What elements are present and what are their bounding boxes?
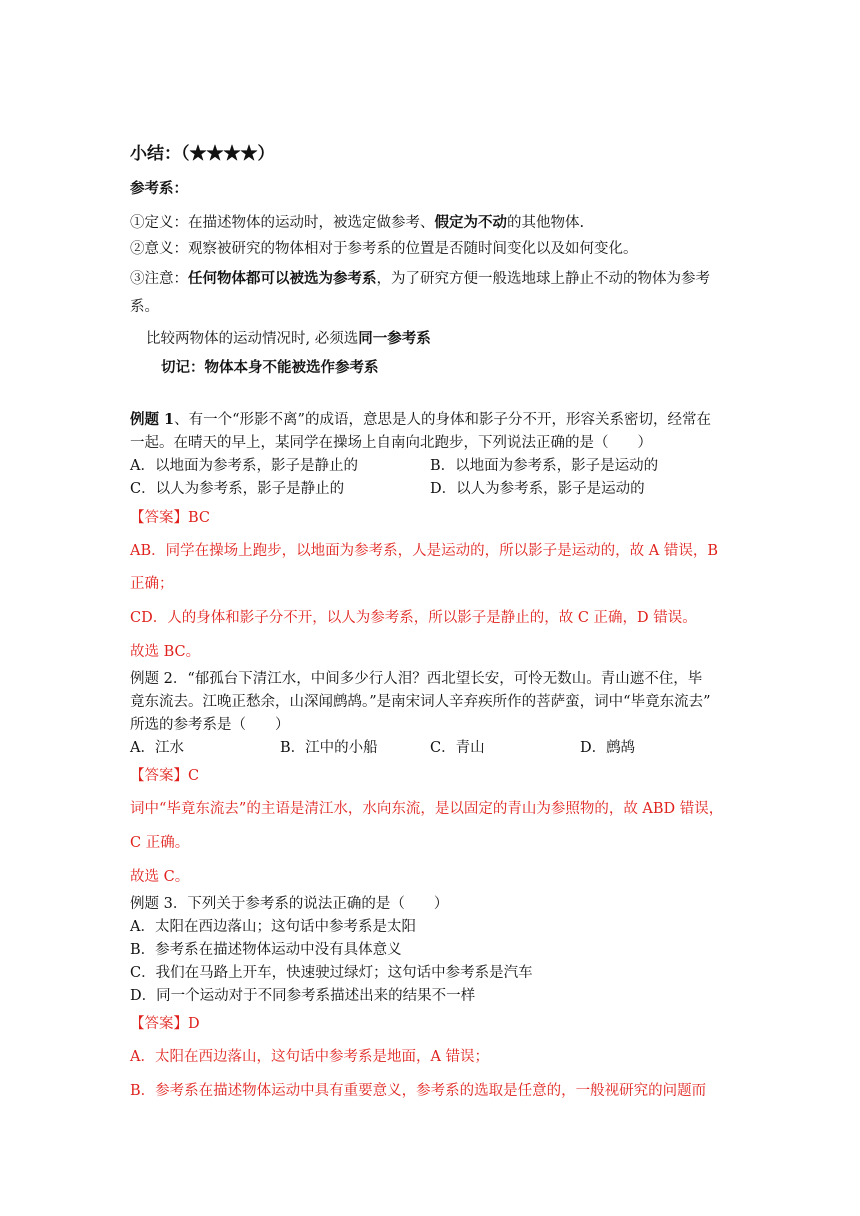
definition-text: ①定义：在描述物体的运动时，被选定做参考、	[130, 215, 435, 231]
ex2-question-line3: 所选的参考系是（ ）	[130, 717, 290, 733]
ex3-question: 例题 3．下列关于参考系的说法正确的是（ ）	[130, 896, 449, 912]
note-line	[130, 270, 710, 288]
ex2-question-line1: 例题 2．“郁孤台下清江水，中间多少行人泪？西北望长安，可怜无数山。青山遮不住，毕	[130, 671, 703, 687]
note-text: ，为了研究方便一般选地球上静止不动的物体为参考	[376, 271, 710, 287]
ex2-question-line2: 竟东流去。江晚正愁余，山深闻鹧鸪。”是南宋词人辛弃疾所作的菩萨蛮，词中“毕竟东流去”	[130, 694, 711, 710]
ex1-option-c: C．以人为参考系，影子是静止的	[130, 481, 345, 497]
ex1-option-a: A．以地面为参考系，影子是静止的	[130, 458, 358, 474]
ex2-option-b: B．江中的小船	[280, 740, 378, 756]
ex3-option-a: A．太阳在西边落山；这句话中参考系是太阳	[130, 919, 416, 935]
compare-line	[146, 330, 431, 348]
ex3-option-d: D．同一个运动对于不同参考系描述出来的结果不一样	[130, 988, 476, 1004]
note-label: ③注意：	[130, 271, 188, 287]
ex2-explanation: 词中“毕竟东流去”的主语是清江水，水向东流，是以固定的青山为参照物的，故 ABD 错误，	[130, 801, 724, 817]
ex1-answer: 【答案】BC	[130, 510, 211, 526]
ex2-option-a: A．江水	[130, 740, 184, 756]
ex2-answer: 【答案】C	[130, 768, 200, 784]
definition-line	[130, 214, 584, 232]
ex1-option-d: D．以人为参考系，影子是运动的	[430, 481, 645, 497]
ex1-question-line1	[130, 411, 711, 429]
ex1-question-text: 、有一个“形影不离”的成语，意思是人的身体和影子分不开，形容关系密切，经常在	[174, 412, 711, 428]
ex1-explanation-ab-cont: 正确；	[130, 576, 174, 592]
ex2-choose: 故选 C。	[130, 869, 190, 885]
note-emphasis: 任何物体都可以被选为参考系	[188, 270, 377, 287]
definition-emphasis: 假定为不动	[434, 214, 507, 231]
compare-emphasis: 同一参考系	[358, 330, 431, 347]
ex2-option-d: D．鹧鸪	[580, 740, 636, 756]
note-line-cont: 系。	[130, 299, 159, 315]
ex3-explanation-b: B．参考系在描述物体运动中具有重要意义，参考系的选取是任意的，一般视研究的问题而	[130, 1083, 707, 1099]
ex2-option-c: C．青山	[430, 740, 485, 756]
definition-end: 的其他物体.	[507, 215, 585, 231]
ex1-explanation-ab: AB．同学在操场上跑步，以地面为参考系，人是运动的，所以影子是运动的，故 A 错误，B	[130, 543, 718, 559]
ex3-option-b: B．参考系在描述物体运动中没有具体意义	[130, 942, 402, 958]
ex3-option-c: C．我们在马路上开车，快速驶过绿灯；这句话中参考系是汽车	[130, 965, 533, 981]
ex1-explanation-cd: CD．人的身体和影子分不开，以人为参考系，所以影子是静止的，故 C 正确，D 错误。	[130, 610, 697, 626]
summary-heading: 小结：（★★★★）	[130, 144, 275, 164]
meaning-line: ②意义：观察被研究的物体相对于参考系的位置是否随时间变化以及如何变化。	[130, 241, 638, 257]
ex1-option-b: B．以地面为参考系，影子是运动的	[430, 458, 659, 474]
remember-line: 切记：物体本身不能被选作参考系	[161, 359, 379, 376]
ex1-choose: 故选 BC。	[130, 644, 201, 660]
ex2-explanation-cont: C 正确。	[130, 835, 190, 851]
ex1-question-line2: 一起。在晴天的早上，某同学在操场上自南向北跑步，下列说法正确的是（ ）	[130, 435, 652, 451]
ex3-explanation-a: A．太阳在西边落山，这句话中参考系是地面，A 错误；	[130, 1049, 490, 1065]
ex3-answer: 【答案】D	[130, 1016, 200, 1032]
ex1-label: 例题 1	[130, 411, 175, 428]
compare-text: 比较两物体的运动情况时, 必须选	[146, 331, 359, 347]
summary-subheading: 参考系：	[130, 180, 188, 197]
